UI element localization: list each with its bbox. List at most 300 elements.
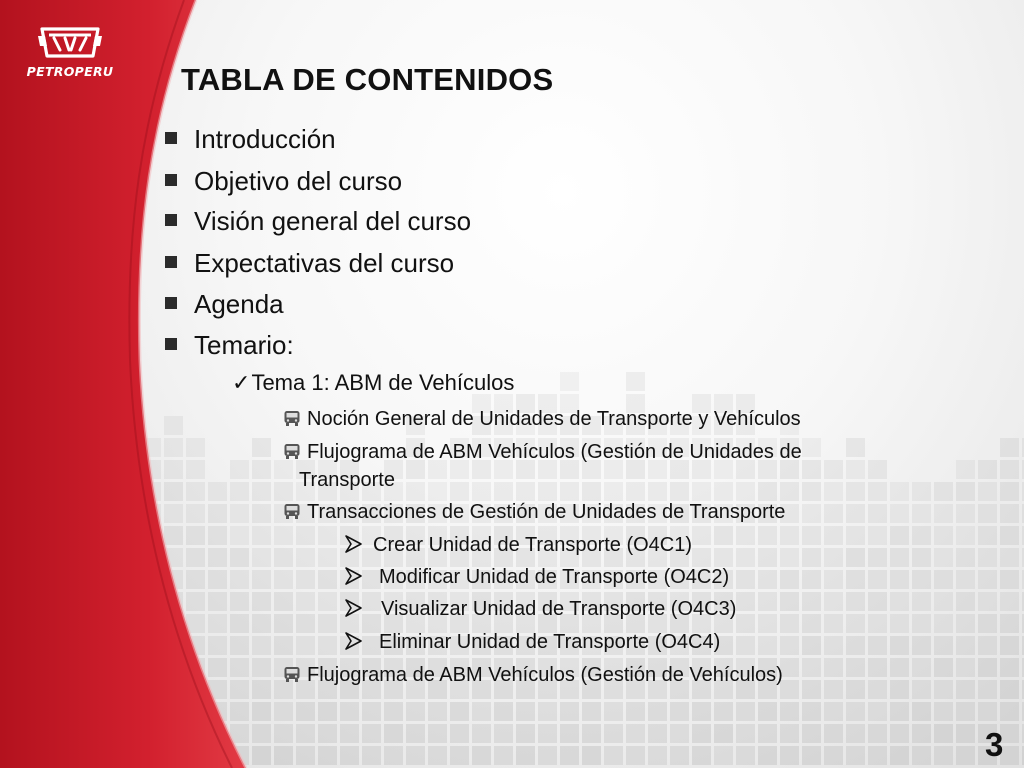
background-square — [648, 702, 667, 721]
background-square — [912, 680, 931, 699]
background-square — [978, 658, 997, 677]
background-square — [692, 526, 711, 545]
background-square — [692, 548, 711, 567]
background-square — [956, 526, 975, 545]
background-square — [274, 548, 293, 567]
toc-transaction-eliminar — [343, 631, 720, 654]
background-square — [406, 724, 425, 743]
background-square — [846, 702, 865, 721]
toc-transaction-label: Modificar Unidad de Transporte (O4C2) — [379, 566, 730, 588]
background-square — [824, 724, 843, 743]
toc-topic-label: Flujograma de ABM Vehículos (Gestión de Unidades de — [307, 441, 802, 463]
background-square — [846, 460, 865, 479]
background-square — [978, 614, 997, 633]
background-square — [318, 592, 337, 611]
square-bullet-icon — [165, 214, 177, 226]
background-square — [714, 702, 733, 721]
background-square — [494, 746, 513, 765]
background-square — [692, 746, 711, 765]
toc-transaction-modificar — [343, 566, 729, 589]
checkmark-icon: ✓ — [232, 371, 251, 396]
background-square — [868, 680, 887, 699]
background-square — [670, 702, 689, 721]
background-square — [868, 526, 887, 545]
background-square — [868, 702, 887, 721]
page-title: TABLA DE CONTENIDOS — [181, 62, 554, 97]
background-square — [934, 592, 953, 611]
background-square — [560, 746, 579, 765]
background-square — [802, 504, 821, 523]
background-square — [912, 658, 931, 677]
background-square — [956, 702, 975, 721]
toc-topic-label-continuation: Transporte — [299, 469, 395, 491]
background-square — [890, 482, 909, 501]
background-square — [890, 504, 909, 523]
background-square — [516, 746, 535, 765]
background-square — [802, 746, 821, 765]
background-square — [912, 724, 931, 743]
background-square — [978, 548, 997, 567]
toc-item-vision-general — [165, 206, 471, 237]
background-square — [912, 614, 931, 633]
toc-topic-flujograma-unidades — [283, 438, 802, 494]
background-square — [846, 724, 865, 743]
background-square — [296, 702, 315, 721]
background-square — [758, 592, 777, 611]
background-square — [978, 702, 997, 721]
background-square — [626, 372, 645, 391]
background-square — [274, 746, 293, 765]
background-square — [714, 724, 733, 743]
background-square — [1000, 460, 1019, 479]
background-square — [824, 526, 843, 545]
background-square — [758, 746, 777, 765]
background-square — [978, 592, 997, 611]
background-square — [912, 636, 931, 655]
background-square — [736, 526, 755, 545]
background-square — [1000, 526, 1019, 545]
background-square — [824, 504, 843, 523]
background-square — [362, 702, 381, 721]
background-square — [406, 746, 425, 765]
background-square — [802, 658, 821, 677]
background-square — [978, 504, 997, 523]
background-square — [274, 570, 293, 589]
background-square — [736, 746, 755, 765]
background-square — [736, 636, 755, 655]
background-square — [758, 636, 777, 655]
background-square — [802, 548, 821, 567]
toc-topic-label: Transacciones de Gestión de Unidades de Transporte — [307, 501, 786, 523]
petroperu-logo — [14, 26, 126, 86]
background-square — [934, 658, 953, 677]
background-square — [934, 482, 953, 501]
toc-item-label: Visión general del curso — [194, 206, 472, 236]
bus-icon — [283, 443, 301, 460]
background-square — [978, 460, 997, 479]
background-square — [340, 702, 359, 721]
background-square — [560, 372, 579, 391]
toc-item-agenda — [165, 289, 284, 320]
background-square — [780, 614, 799, 633]
background-square — [296, 614, 315, 633]
background-square — [824, 746, 843, 765]
background-square — [934, 724, 953, 743]
red-side-band — [0, 0, 260, 768]
toc-transaction-crear — [343, 534, 692, 557]
background-square — [934, 636, 953, 655]
background-square — [802, 460, 821, 479]
logo-wordmark: PETROPERU — [26, 64, 114, 79]
background-square — [1000, 614, 1019, 633]
background-square — [912, 482, 931, 501]
background-square — [802, 438, 821, 457]
background-square — [824, 614, 843, 633]
background-square — [824, 680, 843, 699]
background-square — [934, 702, 953, 721]
background-square — [824, 460, 843, 479]
background-square — [846, 614, 865, 633]
background-square — [824, 636, 843, 655]
background-square — [758, 614, 777, 633]
background-square — [846, 526, 865, 545]
background-square — [934, 746, 953, 765]
background-square — [780, 702, 799, 721]
background-square — [296, 746, 315, 765]
toc-transaction-label: Crear Unidad de Transporte (O4C1) — [373, 534, 693, 556]
background-square — [890, 636, 909, 655]
toc-topic-label: Noción General de Unidades de Transporte y Vehículos — [307, 408, 801, 430]
background-square — [780, 592, 799, 611]
background-square — [362, 724, 381, 743]
background-square — [890, 570, 909, 589]
background-square — [626, 746, 645, 765]
background-square — [780, 680, 799, 699]
background-square — [846, 636, 865, 655]
background-square — [582, 724, 601, 743]
background-square — [582, 746, 601, 765]
background-square — [318, 548, 337, 567]
background-square — [736, 702, 755, 721]
background-square — [1000, 592, 1019, 611]
background-square — [934, 504, 953, 523]
background-square — [274, 614, 293, 633]
background-square — [780, 526, 799, 545]
background-square — [846, 658, 865, 677]
background-square — [846, 482, 865, 501]
background-square — [956, 482, 975, 501]
background-square — [318, 614, 337, 633]
background-square — [692, 724, 711, 743]
background-square — [736, 570, 755, 589]
background-square — [912, 746, 931, 765]
background-square — [868, 504, 887, 523]
background-square — [318, 746, 337, 765]
background-square — [780, 548, 799, 567]
background-square — [714, 526, 733, 545]
background-square — [758, 548, 777, 567]
toc-transaction-label: Eliminar Unidad de Transporte (O4C4) — [379, 631, 721, 653]
background-square — [736, 592, 755, 611]
background-square — [934, 614, 953, 633]
bus-icon — [283, 503, 301, 520]
square-bullet-icon — [165, 338, 177, 350]
background-square — [868, 570, 887, 589]
toc-item-temario — [165, 330, 294, 361]
background-square — [802, 724, 821, 743]
background-square — [956, 548, 975, 567]
background-square — [758, 702, 777, 721]
toc-item-introduccion — [165, 124, 336, 155]
toc-item-label: Expectativas del curso — [194, 248, 455, 278]
background-square — [516, 724, 535, 743]
background-square — [956, 570, 975, 589]
background-square — [868, 636, 887, 655]
background-square — [956, 592, 975, 611]
background-square — [626, 724, 645, 743]
background-square — [846, 548, 865, 567]
background-square — [494, 702, 513, 721]
background-square — [296, 548, 315, 567]
background-square — [494, 724, 513, 743]
background-square — [582, 702, 601, 721]
background-square — [912, 548, 931, 567]
background-square — [780, 636, 799, 655]
background-square — [296, 636, 315, 655]
background-square — [736, 724, 755, 743]
background-square — [1000, 702, 1019, 721]
background-square — [296, 526, 315, 545]
background-square — [296, 592, 315, 611]
background-square — [340, 724, 359, 743]
bus-icon — [283, 410, 301, 427]
toc-topic-label: Flujograma de ABM Vehículos (Gestión de Vehículos) — [307, 664, 783, 686]
background-square — [912, 702, 931, 721]
background-square — [780, 570, 799, 589]
background-square — [1000, 680, 1019, 699]
background-square — [384, 724, 403, 743]
background-square — [296, 570, 315, 589]
background-square — [868, 658, 887, 677]
arrowhead-icon — [343, 598, 363, 618]
background-square — [472, 746, 491, 765]
background-square — [846, 746, 865, 765]
background-square — [802, 526, 821, 545]
background-square — [714, 548, 733, 567]
background-square — [868, 482, 887, 501]
toc-topic-flujograma-vehiculos — [283, 661, 783, 689]
background-square — [274, 724, 293, 743]
background-square — [1000, 482, 1019, 501]
background-square — [714, 746, 733, 765]
background-square — [890, 724, 909, 743]
background-square — [956, 680, 975, 699]
background-square — [560, 702, 579, 721]
background-square — [340, 746, 359, 765]
background-square — [978, 680, 997, 699]
background-square — [802, 636, 821, 655]
background-square — [648, 746, 667, 765]
square-bullet-icon — [165, 132, 177, 144]
background-square — [274, 636, 293, 655]
background-square — [802, 680, 821, 699]
background-square — [802, 570, 821, 589]
background-square — [824, 658, 843, 677]
background-square — [890, 526, 909, 545]
background-square — [890, 592, 909, 611]
background-square — [890, 702, 909, 721]
background-square — [802, 702, 821, 721]
background-square — [868, 614, 887, 633]
background-square — [472, 724, 491, 743]
arrowhead-icon — [343, 534, 363, 554]
background-square — [978, 570, 997, 589]
background-square — [362, 746, 381, 765]
background-square — [890, 548, 909, 567]
background-square — [956, 460, 975, 479]
background-square — [538, 746, 557, 765]
background-square — [934, 570, 953, 589]
background-square — [758, 724, 777, 743]
background-square — [1000, 636, 1019, 655]
bus-icon — [283, 666, 301, 683]
toc-transaction-label: Visualizar Unidad de Transporte (O4C3) — [381, 598, 737, 620]
background-square — [384, 746, 403, 765]
background-square — [956, 636, 975, 655]
background-square — [692, 702, 711, 721]
background-square — [868, 724, 887, 743]
background-square — [428, 724, 447, 743]
background-square — [274, 702, 293, 721]
background-square — [802, 482, 821, 501]
background-square — [912, 526, 931, 545]
toc-item-label: Objetivo del curso — [194, 166, 403, 196]
background-square — [428, 746, 447, 765]
background-square — [934, 548, 953, 567]
background-square — [934, 526, 953, 545]
background-square — [780, 724, 799, 743]
background-square — [956, 724, 975, 743]
background-square — [758, 526, 777, 545]
background-square — [846, 570, 865, 589]
background-square — [450, 746, 469, 765]
background-square — [846, 504, 865, 523]
background-square — [736, 614, 755, 633]
background-square — [670, 724, 689, 743]
toc-item-label: Temario: — [194, 330, 294, 360]
background-square — [978, 482, 997, 501]
background-square — [318, 702, 337, 721]
square-bullet-icon — [165, 297, 177, 309]
arrowhead-icon — [343, 566, 363, 586]
arrowhead-icon — [343, 631, 363, 651]
background-square — [516, 702, 535, 721]
background-square — [780, 658, 799, 677]
background-square — [846, 680, 865, 699]
background-square — [868, 592, 887, 611]
toc-item-label: Introducción — [194, 124, 336, 154]
background-square — [318, 724, 337, 743]
toc-subitem-label: Tema 1: ABM de Vehículos — [251, 370, 515, 395]
background-square — [824, 570, 843, 589]
background-square — [802, 592, 821, 611]
background-square — [1000, 658, 1019, 677]
background-square — [780, 746, 799, 765]
toc-topic-transacciones — [283, 498, 785, 526]
background-square — [604, 724, 623, 743]
background-square — [824, 592, 843, 611]
background-square — [318, 526, 337, 545]
background-square — [1000, 548, 1019, 567]
background-square — [824, 548, 843, 567]
petroperu-logo-icon — [36, 26, 104, 62]
background-square — [978, 636, 997, 655]
background-square — [296, 724, 315, 743]
background-square — [274, 526, 293, 545]
background-square — [670, 746, 689, 765]
toc-item-expectativas — [165, 248, 454, 279]
background-square — [890, 658, 909, 677]
background-square — [934, 680, 953, 699]
background-square — [956, 658, 975, 677]
background-square — [912, 592, 931, 611]
background-square — [604, 746, 623, 765]
background-square — [890, 614, 909, 633]
background-square — [956, 504, 975, 523]
background-square — [912, 570, 931, 589]
background-square — [824, 482, 843, 501]
background-square — [450, 724, 469, 743]
background-square — [846, 438, 865, 457]
toc-transaction-visualizar — [343, 598, 736, 621]
background-square — [758, 570, 777, 589]
background-square — [318, 570, 337, 589]
background-square — [1000, 438, 1019, 457]
background-square — [538, 702, 557, 721]
background-square — [450, 702, 469, 721]
square-bullet-icon — [165, 256, 177, 268]
background-square — [384, 702, 403, 721]
background-square — [846, 592, 865, 611]
background-square — [604, 702, 623, 721]
background-square — [890, 746, 909, 765]
background-square — [890, 680, 909, 699]
background-square — [1000, 504, 1019, 523]
background-square — [318, 636, 337, 655]
background-square — [406, 702, 425, 721]
background-square — [824, 702, 843, 721]
toc-item-label: Agenda — [194, 289, 284, 319]
background-square — [868, 746, 887, 765]
background-square — [802, 614, 821, 633]
background-square — [472, 702, 491, 721]
background-square — [956, 746, 975, 765]
background-square — [1000, 570, 1019, 589]
background-square — [560, 724, 579, 743]
background-square — [274, 592, 293, 611]
background-square — [868, 548, 887, 567]
background-square — [736, 548, 755, 567]
toc-topic-nocion-general — [283, 405, 801, 433]
toc-subitem-tema-1 — [232, 370, 514, 396]
background-square — [428, 702, 447, 721]
background-square — [956, 614, 975, 633]
page-number: 3 — [985, 726, 1004, 763]
background-square — [648, 724, 667, 743]
background-square — [626, 702, 645, 721]
background-square — [978, 526, 997, 545]
square-bullet-icon — [165, 174, 177, 186]
